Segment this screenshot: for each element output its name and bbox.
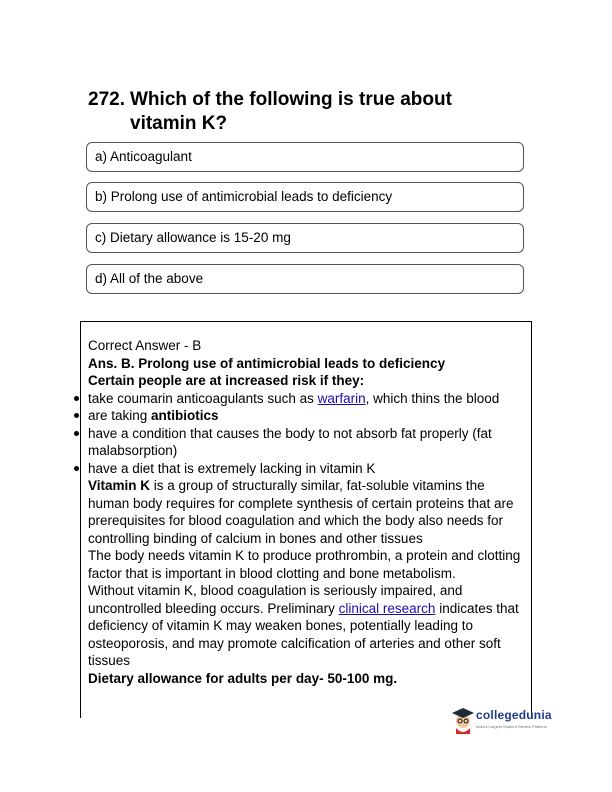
bullet-item: have a diet that is extremely lacking in vitamin K xyxy=(88,460,526,478)
bullet-dot xyxy=(74,431,79,436)
brand-name: collegedunia xyxy=(476,708,552,722)
warfarin-link[interactable]: warfarin xyxy=(317,390,366,406)
vitamin-k-paragraph: Vitamin K is a group of structurally similar, fat-soluble vitamins the human body requires for complete synthesis of certain proteins that are prerequisites for blood coagulation and which the body also needs for controlling binding of calcium in bones and other tissues xyxy=(88,478,514,546)
clinical-research-link[interactable]: clinical research xyxy=(338,600,436,616)
dietary-allowance: Dietary allowance for adults per day- 50-100 mg. xyxy=(88,670,398,686)
bullet-dot xyxy=(74,466,79,471)
question-line-1: Which of the following is true about xyxy=(130,89,452,110)
option-c[interactable]: c) Dietary allowance is 15-20 mg xyxy=(86,223,524,253)
question-line-2: vitamin K? xyxy=(130,113,228,134)
question-number: 272. xyxy=(88,89,125,110)
brand-tagline: India's Largest Student Review Platform xyxy=(476,724,548,729)
graduate-icon xyxy=(452,706,474,734)
collegedunia-logo xyxy=(452,706,572,736)
answer-line: Ans. B. Prolong use of antimicrobial leads to deficiency xyxy=(88,355,446,371)
risk-heading: Certain people are at increased risk if they: xyxy=(88,373,365,388)
bullet-dot xyxy=(74,396,79,401)
bullet-dot xyxy=(74,413,79,418)
correct-answer: Correct Answer - B xyxy=(88,338,202,353)
bullet-item: take coumarin anticoagulants such as warfarin, which thins the blood xyxy=(88,390,526,408)
bullet-item: have a condition that causes the body to not absorb fat properly (fat malabsorption) xyxy=(88,425,526,460)
question-title xyxy=(88,88,508,136)
answer-explanation xyxy=(88,337,526,687)
option-a[interactable]: a) Anticoagulant xyxy=(86,142,524,172)
option-d[interactable]: d) All of the above xyxy=(86,264,524,294)
option-b[interactable]: b) Prolong use of antimicrobial leads to deficiency xyxy=(86,182,524,212)
prothrombin-paragraph: The body needs vitamin K to produce prothrombin, a protein and clotting factor that is important in blood clotting and bone metabolism. xyxy=(88,548,521,581)
bullet-item: are taking antibiotics xyxy=(88,407,526,425)
deficiency-paragraph: Without vitamin K, blood coagulation is seriously impaired, and uncontrolled bleeding occurs. Preliminary clinical research indicates that deficiency of vitamin K may weaken bones, potentially leading to osteoporosis, and may promote calcification of arteries and other soft tissues xyxy=(88,583,519,668)
